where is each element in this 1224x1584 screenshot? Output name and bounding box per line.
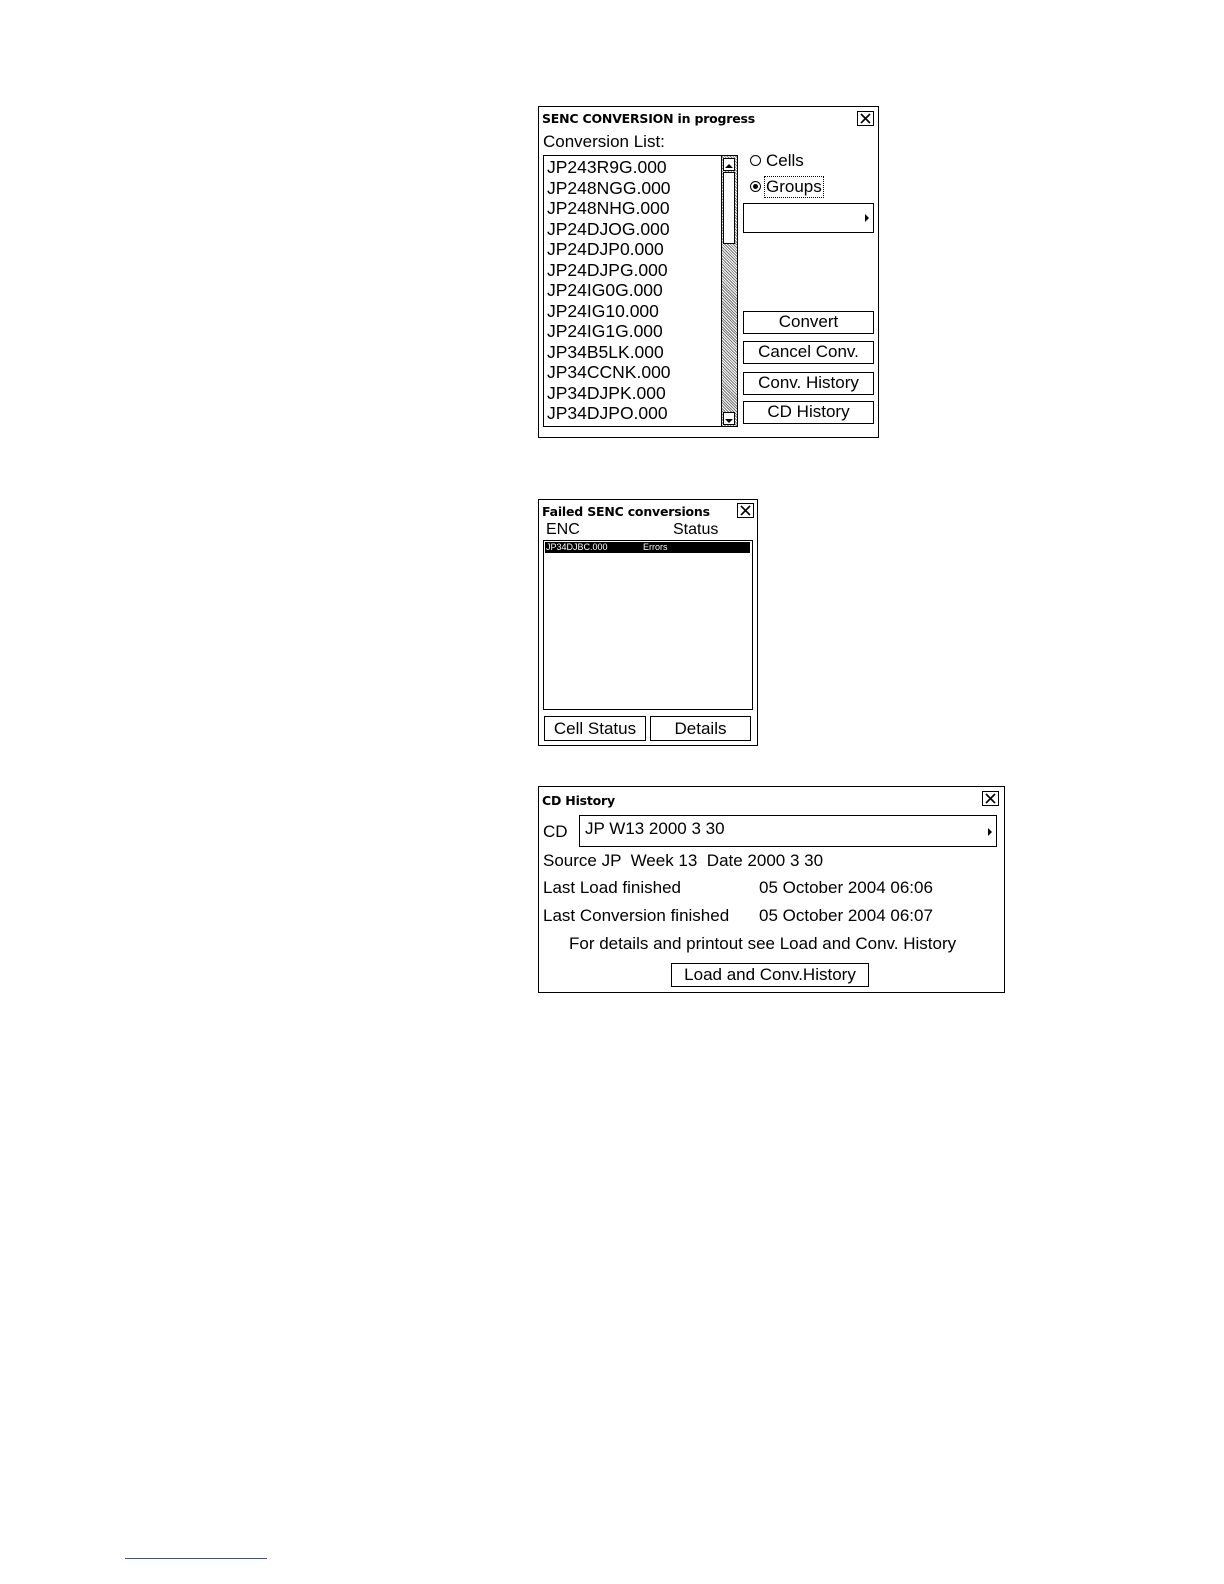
last-load-value: 05 October 2004 06:06 (759, 878, 933, 897)
list-item[interactable]: JP34CCNK.000 (547, 362, 671, 382)
footnote-divider (125, 1558, 267, 1559)
list-item[interactable]: JP24DJP0.000 (547, 239, 664, 259)
list-item[interactable]: JP24IG0G.000 (547, 280, 663, 300)
arrow-up-icon (724, 161, 734, 172)
list-item[interactable]: JP34DJPK.000 (547, 382, 666, 403)
close-icon (860, 113, 871, 124)
groups-radio-label[interactable]: Groups (766, 177, 822, 196)
arrow-down-icon (724, 415, 734, 426)
senc-conversion-dialog (538, 106, 879, 438)
list-item[interactable]: JP24IG1G.000 (547, 321, 663, 341)
cd-history-dialog (538, 786, 1005, 993)
cancel-conversion-button[interactable]: Cancel Conv. (743, 341, 874, 364)
list-item[interactable]: JP24IG10.000 (547, 300, 659, 321)
group-dropdown[interactable] (743, 203, 874, 233)
cell-status-button[interactable]: Cell Status (544, 716, 646, 741)
close-icon (740, 505, 751, 516)
chevron-right-icon (988, 828, 992, 836)
dialog-title: CD History (542, 793, 615, 808)
conversion-list[interactable] (543, 155, 738, 427)
load-and-conversion-history-button[interactable]: Load and Conv.History (671, 963, 869, 987)
convert-button[interactable]: Convert (743, 311, 874, 334)
source-line: Source JP Week 13 Date 2000 3 30 (543, 851, 824, 870)
groups-radio[interactable] (750, 181, 761, 192)
close-button[interactable] (857, 111, 874, 126)
list-item[interactable]: JP248NGG.000 (547, 177, 671, 198)
list-item[interactable]: JP243R9G.000 (547, 157, 667, 177)
list-item[interactable]: JP34DJPO.000 (547, 403, 668, 423)
list-item[interactable]: JP34B5LK.000 (547, 341, 664, 362)
cd-select[interactable] (579, 815, 997, 847)
close-button[interactable] (982, 791, 999, 806)
failed-conversions-list[interactable] (543, 540, 753, 710)
radio-selected-dot (753, 184, 758, 189)
row-enc: JP34DJBC.000 (546, 542, 608, 552)
history-note: For details and printout see Load and Conv. History (569, 934, 957, 953)
table-row[interactable] (545, 542, 750, 553)
cd-label: CD (543, 822, 568, 841)
chevron-right-icon (865, 214, 869, 222)
failed-senc-dialog (538, 499, 758, 746)
conversion-history-button[interactable]: Conv. History (743, 372, 874, 395)
column-header-status: Status (673, 521, 719, 538)
cells-radio[interactable] (750, 155, 761, 166)
cd-select-value: JP W13 2000 3 30 (585, 819, 725, 838)
list-item[interactable]: JP24DJOG.000 (547, 218, 670, 239)
scroll-down-button[interactable] (723, 412, 735, 425)
list-item[interactable]: JP24DJPG.000 (547, 259, 668, 280)
last-conversion-label: Last Conversion finished (543, 906, 730, 925)
scroll-thumb[interactable] (723, 172, 735, 244)
list-scrollbar[interactable] (721, 156, 737, 426)
dialog-title: SENC CONVERSION in progress (542, 111, 756, 126)
conversion-list-label: Conversion List: (543, 132, 665, 151)
row-status: Errors (643, 542, 668, 552)
list-item[interactable]: JP248NHG.000 (547, 198, 670, 218)
close-icon (985, 793, 996, 804)
last-conversion-value: 05 October 2004 06:07 (759, 906, 933, 925)
last-load-label: Last Load finished (543, 878, 681, 897)
dialog-title: Failed SENC conversions (542, 504, 710, 519)
column-header-enc: ENC (546, 521, 580, 538)
scroll-up-button[interactable] (723, 158, 735, 171)
cd-history-button[interactable]: CD History (743, 401, 874, 424)
close-button[interactable] (737, 503, 754, 518)
details-button[interactable]: Details (650, 716, 751, 741)
cells-radio-label[interactable]: Cells (766, 151, 804, 170)
